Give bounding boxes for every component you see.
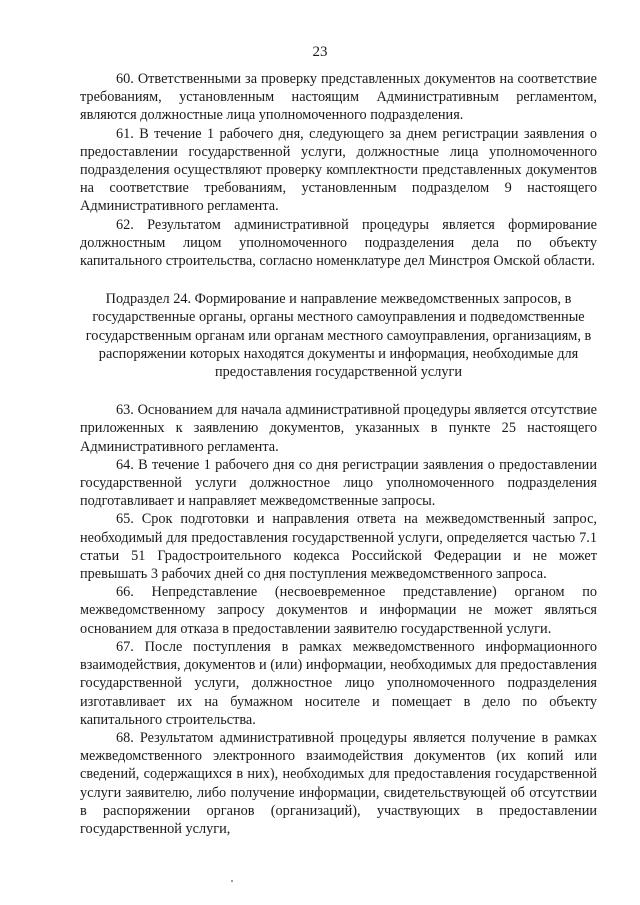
paragraph-65: 65. Срок подготовки и направления ответа на межведомственный запрос, необходимый для предоставления государственной услуги, определяется частью 7.1 статьи 51 Градостроительного кодекса Российской Федерации и не может превышать 3 рабочих дней со дня поступления межведомственного запроса. xyxy=(80,511,597,583)
paragraph-67: 67. После поступления в рамках межведомственного информационного взаимодействия, документов и (или) информации, необходимых для предоставления государственной услуги, должностное лицо уполномоченного подразделения изготавливает их на бумажном носителе и помещает в дело по объекту капитального строительства. xyxy=(80,638,597,728)
page-number: 23 xyxy=(312,44,328,60)
paragraph-64: 64. В течение 1 рабочего дня со дня регистрации заявления о предоставлении государственной услуги должностное лицо уполномоченного подразделения подготавливает и направляет межведомственные запросы. xyxy=(80,456,597,510)
paragraph-68: 68. Результатом административной процедуры является получение в рамках межведомственного электронного взаимодействия документов (их копий или сведений, содержащихся в них), необходимых для предоставления государственной услуги заявителю, либо получение информации, свидетельствующей об отсутствии в распоряжении органов (организаций), участвующих в предоставлении государственной услуги, xyxy=(80,729,597,837)
paragraph-66: 66. Непредставление (несвоевременное представление) органом по межведомственному запросу документов и информации не может являться основанием для отказа в предоставлении заявителю государственной услуги. xyxy=(80,584,597,637)
document-body xyxy=(80,70,597,838)
section-heading: Подраздел 24. Формирование и направление межведомственных запросов, в государственные органы, органы местного самоуправления и подведомственные государственным органам или органам местного самоуправления, организациям, в распоряжении которых находятся документы и информация, необходимые для предоставления государственной услуги xyxy=(85,291,592,381)
paragraph-61: 61. В течение 1 рабочего дня, следующего за днем регистрации заявления о предоставлении государственной услуги, должностные лица уполномоченного подразделения осуществляют проверку комплектности представленных документов на соответствие требованиям, установленным подразделом 9 настоящего Административного регламента. xyxy=(80,125,597,215)
paragraph-63: 63. Основанием для начала административной процедуры является отсутствие приложенных к заявлению документов, указанных в пункте 25 настоящего Административного регламента. xyxy=(80,402,597,455)
scan-speck xyxy=(231,880,233,882)
paragraph-62: 62. Результатом административной процедуры является формирование должностным лицом уполномоченного подразделения дела по объекту капитального строительства, согласно номенклатуре дел Минстроя Омской области. xyxy=(80,216,597,270)
paragraph-60: 60. Ответственными за проверку представленных документов на соответствие требованиям, установленным настоящим Административным регламентом, являются должностные лица уполномоченного подразделения. xyxy=(80,71,597,124)
